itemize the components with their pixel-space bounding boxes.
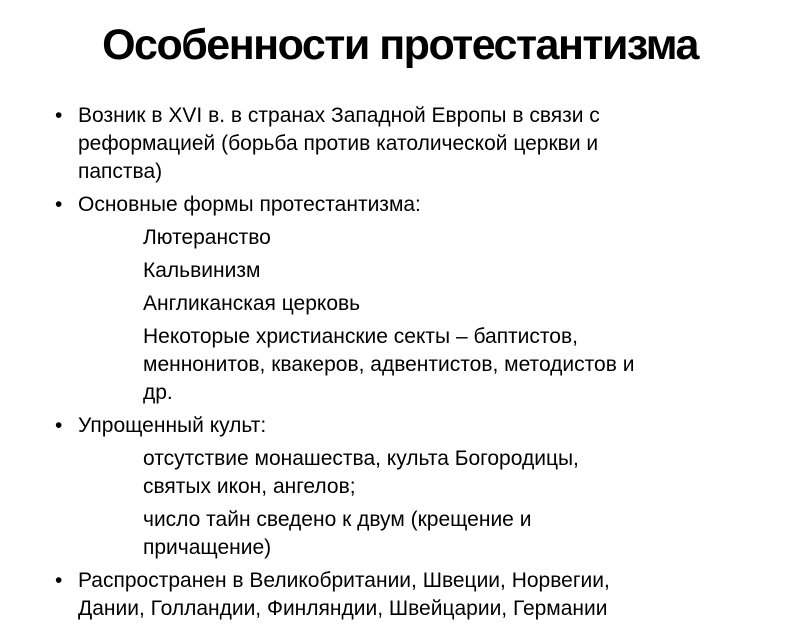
sub-item: [0, 224, 780, 252]
text-line: причащение): [143, 536, 272, 559]
text-line: меннонитов, квакеров, адвентистов, методистов и: [143, 353, 635, 376]
text-lines: [78, 567, 780, 623]
bullet-item: [0, 567, 780, 623]
slide-title: Особенности протестантизма: [102, 21, 698, 69]
sub-item: [0, 257, 780, 285]
text-line: папства): [78, 160, 163, 183]
text-line: святых икон, ангелов;: [143, 475, 356, 498]
bullet-item: [0, 191, 780, 219]
sub-item: [0, 506, 780, 562]
text-line: др.: [143, 381, 173, 404]
sub-item: [0, 445, 780, 501]
bullet-marker-icon: •: [55, 193, 63, 216]
text-line: Распространен в Великобритании, Швеции, Норвегии,: [78, 569, 610, 592]
text-line: число тайн сведено к двум (крещение и: [143, 508, 532, 531]
bullet-item: [0, 412, 780, 440]
text-line: Лютеранство: [143, 226, 271, 249]
text-lines: [143, 257, 780, 285]
text-line: Упрощенный культ:: [78, 414, 267, 437]
sub-item: [0, 323, 780, 407]
text-line: Англиканская церковь: [143, 292, 361, 315]
slide-body: [0, 102, 780, 628]
sub-item: [0, 290, 780, 318]
bullet-marker-icon: •: [55, 569, 63, 592]
text-lines: [78, 191, 780, 219]
text-lines: [143, 323, 780, 407]
text-line: Кальвинизм: [143, 259, 261, 282]
text-lines: [143, 506, 780, 562]
text-line: отсутствие монашества, культа Богородицы,: [143, 447, 579, 470]
text-line: Некоторые христианские секты – баптистов,: [143, 325, 578, 348]
text-line: Основные формы протестантизма:: [78, 193, 421, 216]
text-line: Дании, Голландии, Финляндии, Швейцарии, Германии: [78, 597, 608, 620]
bullet-marker-icon: •: [55, 104, 63, 127]
text-lines: [78, 102, 780, 186]
text-lines: [143, 290, 780, 318]
text-lines: [143, 224, 780, 252]
text-line: Возник в XVI в. в странах Западной Европы в связи с: [78, 104, 600, 127]
text-lines: [78, 412, 780, 440]
bullet-marker-icon: •: [55, 414, 63, 437]
text-lines: [143, 445, 780, 501]
bullet-item: [0, 102, 780, 186]
text-line: реформацией (борьба против католической церкви и: [78, 132, 599, 155]
